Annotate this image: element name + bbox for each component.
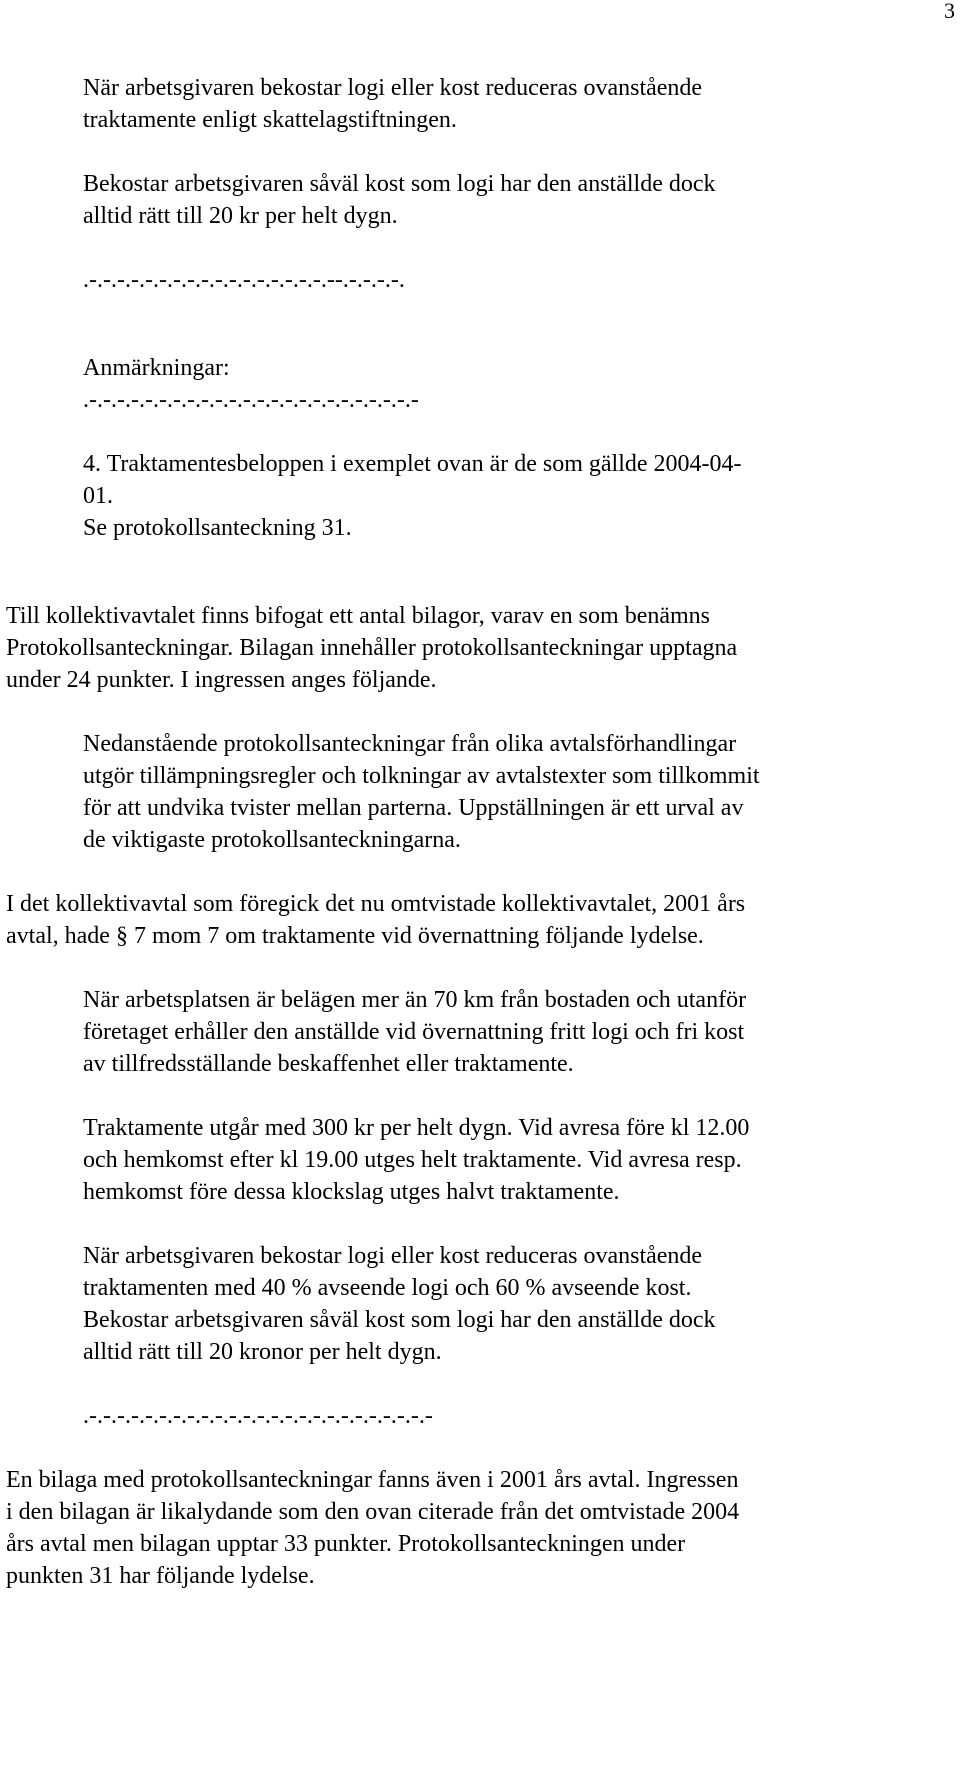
text-line: I det kollektivavtal som föregick det nu omtvistade kollektivavtalet, 2001 års: [6, 891, 746, 917]
separator-line: .-.-.-.-.-.-.-.-.-.-.-.-.-.-.-.-.-.-.-.-.-.-.-.-.-: [83, 1403, 433, 1429]
text-line: Se protokollsanteckning 31.: [83, 515, 352, 541]
text-line: När arbetsgivaren bekostar logi eller kost reduceras ovanstående: [83, 1243, 703, 1269]
text-line: När arbetsgivaren bekostar logi eller kost reduceras ovanstående: [83, 75, 703, 101]
text-line: traktamenten med 40 % avseende logi och 60 % avseende kost.: [83, 1275, 692, 1301]
text-line: utgör tillämpningsregler och tolkningar av avtalstexter som tillkommit: [83, 763, 760, 789]
text-line: för att undvika tvister mellan parterna. Uppställningen är ett urval av: [83, 795, 744, 821]
text-line: och hemkomst efter kl 19.00 utges helt traktamente. Vid avresa resp.: [83, 1147, 742, 1173]
text-line: Bekostar arbetsgivaren såväl kost som logi har den anställde dock: [83, 1307, 716, 1333]
text-line: hemkomst före dessa klockslag utges halvt traktamente.: [83, 1179, 620, 1205]
text-line: Traktamente utgår med 300 kr per helt dygn. Vid avresa före kl 12.00: [83, 1115, 750, 1141]
separator-line: .-.-.-.-.-.-.-.-.-.-.-.-.-.-.-.-.-.-.-.-.-.-.-.-: [83, 387, 419, 413]
text-line: Nedanstående protokollsanteckningar från olika avtalsförhandlingar: [83, 731, 737, 757]
text-line: under 24 punkter. I ingressen anges följande.: [6, 667, 437, 693]
text-line: års avtal men bilagan upptar 33 punkter. Protokollsanteckningen under: [6, 1531, 686, 1557]
text-line: avtal, hade § 7 mom 7 om traktamente vid övernattning följande lydelse.: [6, 923, 704, 949]
text-line: de viktigaste protokollsanteckningarna.: [83, 827, 461, 853]
text-line: En bilaga med protokollsanteckningar fanns även i 2001 års avtal. Ingressen: [6, 1467, 739, 1493]
text-line: alltid rätt till 20 kr per helt dygn.: [83, 203, 398, 229]
text-line: Protokollsanteckningar. Bilagan innehåller protokollsanteckningar upptagna: [6, 635, 738, 661]
text-line: 01.: [83, 483, 113, 509]
text-line: punkten 31 har följande lydelse.: [6, 1563, 315, 1589]
text-line: Bekostar arbetsgivaren såväl kost som logi har den anställde dock: [83, 171, 716, 197]
text-line: traktamente enligt skattelagstiftningen.: [83, 107, 457, 133]
text-line: alltid rätt till 20 kronor per helt dygn.: [83, 1339, 442, 1365]
remarks-heading: Anmärkningar:: [83, 355, 230, 381]
page-number: 3: [944, 0, 955, 23]
text-line: av tillfredsställande beskaffenhet eller traktamente.: [83, 1051, 574, 1077]
separator-line: .-.-.-.-.-.-.-.-.-.-.-.-.-.-.-.-.-.--.-.-.-.-.: [83, 267, 405, 293]
text-line: 4. Traktamentesbeloppen i exemplet ovan är de som gällde 2004-04-: [83, 451, 742, 477]
text-line: företaget erhåller den anställde vid övernattning fritt logi och fri kost: [83, 1019, 745, 1045]
text-line: När arbetsplatsen är belägen mer än 70 km från bostaden och utanför: [83, 987, 747, 1013]
text-line: i den bilagan är likalydande som den ovan citerade från det omtvistade 2004: [6, 1499, 740, 1525]
text-line: Till kollektivavtalet finns bifogat ett antal bilagor, varav en som benämns: [6, 603, 711, 629]
